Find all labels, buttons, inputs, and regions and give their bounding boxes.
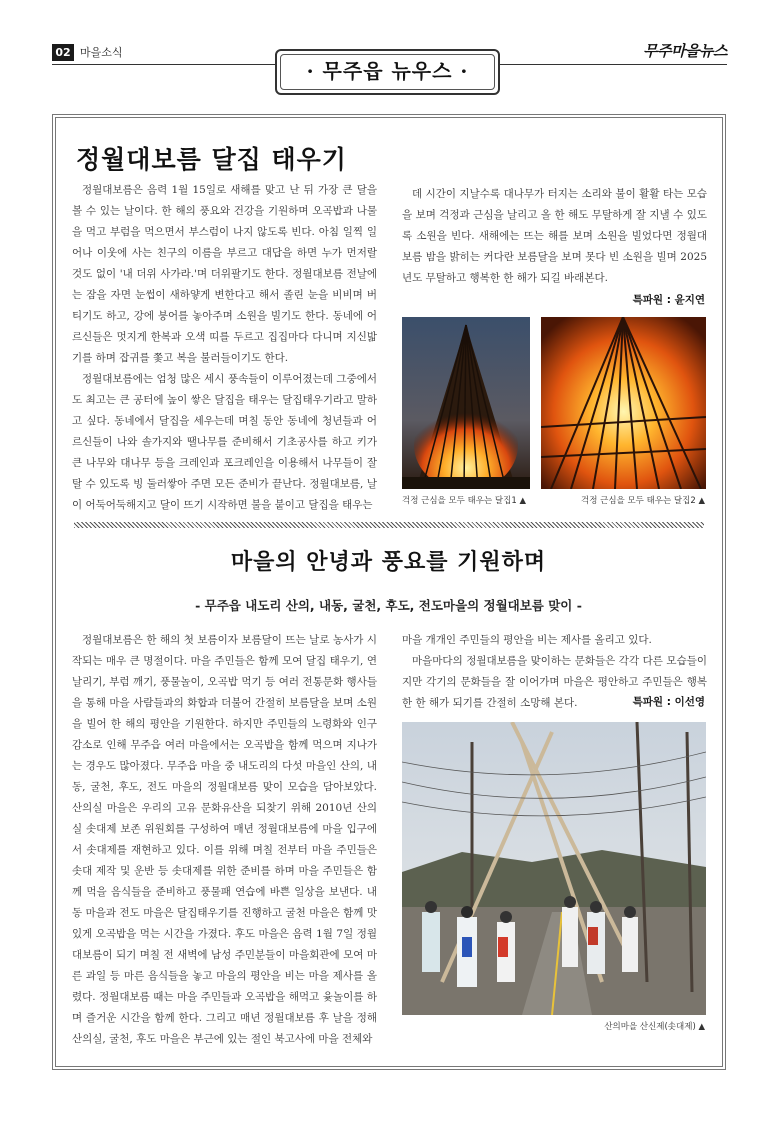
photo-caption-2: 걱정 근심을 모두 태우는 달집2 ▲: [581, 496, 705, 506]
section-label: 마을소식: [80, 46, 123, 59]
article1-title: 정월대보름 달집 태우기: [76, 145, 347, 174]
photo-caption-3: 산의마을 산신제(솟대제) ▲: [604, 1022, 705, 1032]
article1-column-left: [72, 180, 377, 516]
article2-column-left: [72, 630, 377, 1050]
article2-paragraph: 마을마다의 정월대보름을 맞이하는 문화들은 각각 다른 모습들이지만 각기의 문화들을 잘 이어가며 마을은 평안하고 주민들은 행복한 한 해가 되기를 간절히 소망해 본다.: [402, 655, 707, 709]
article1-paragraph: 정월대보름은 음력 1월 15일로 새해를 맞고 난 뒤 가장 큰 달을 볼 수 있는 날이다. 한 해의 풍요와 건강을 기원하며 오곡밥과 나물을 먹고 부럼을 먹으면서 부스럼이 나지 않도록 빈다. 아침 일찍 일어나 이웃에 사는 친구의 이름을 부르고 대답을 하면 누가 먼저랄 것도 없이 '내 더위 사가라.'며 더위팔기도 한다. 정월대보름 전날에는 잠을 자면 눈썹이 새하얗게 변한다고 해서 졸린 눈을 비비며 버티기도 하고, 강에 붕어를 놓아주며 소원을 빌기도 한다. 동네에 어르신들은 멋지게 한복과 오색 띠를 두르고 집집마다 다니며 지신밟기를 하며 잡귀를 쫓고 복을 불러들이기도 한다.: [72, 184, 377, 364]
bonfire-photo-2: [541, 317, 706, 489]
page-number: 02: [52, 44, 74, 61]
article1-byline: 특파원 : 윤지연: [632, 294, 705, 306]
article2-title: 마을의 안녕과 풍요를 기원하며: [230, 549, 547, 575]
article2-paragraph: 마을 개개인 주민들의 평안을 비는 제사를 올리고 있다.: [402, 634, 652, 646]
bonfire-photo-1: [402, 317, 530, 489]
masthead-title: · 무주읍 뉴우스 ·: [275, 49, 500, 95]
photo-caption-1: 걱정 근심을 모두 태우는 달집1 ▲: [402, 496, 526, 506]
newsletter-brand: 무주마을뉴스: [643, 42, 727, 60]
article1-paragraph: 데 시간이 지날수록 대나무가 터지는 소리와 불이 활활 타는 모습을 보며 걱정과 근심을 날리고 올 한 해도 무탈하게 잘 지낼 수 있도록 소원을 빈다. 새해에는 뜨는 해를 보며 소원을 빌었다면 정월대보름 밤을 밝히는 커다란 보름달을 보며 못다 빈 소원을 빌며 2025년도 무탈하고 행복한 한 해가 되길 바래본다.: [402, 188, 707, 284]
article1-column-right: [402, 184, 707, 289]
article2-subtitle: - 무주읍 내도리 산의, 내동, 굴천, 후도, 전도마을의 정월대보름 맞이 -: [195, 598, 582, 613]
article1-paragraph: 정월대보름에는 엄청 많은 세시 풍속들이 이루어졌는데 그중에서도 최고는 큰 공터에 높이 쌓은 달집을 태우는 달집태우기라고 말하고 싶다. 동네에서 달집을 세우는데 며칠 동안 동네에 청년들과 어르신들이 나와 솔가지와 땔나무를 준비해서 기초공사를 하고 키가 큰 나무와 대나무 등을 크레인과 포크레인을 이용해서 나무들이 잘 탈 수 있도록 빙 둘러쌓아 주면 모든 준비가 끝난다. 정월대보름, 날이 어둑어둑해지고 달이 뜨기 시작하면 불을 붙이고 달집을 태우는: [72, 373, 377, 511]
article2-byline: 특파원 : 이선영: [632, 696, 705, 708]
festival-photo: [402, 722, 706, 1015]
article2-paragraph: 정월대보름은 한 해의 첫 보름이자 보름달이 뜨는 날로 농사가 시작되는 매우 큰 명절이다. 마을 주민들은 함께 모여 달집 태우기, 연날리기, 부럼 깨기, 풍물놀이, 오곡밥 먹기 등 여러 전통문화 행사들을 통해 마을 사람들과의 화합과 더불어 간절히 보름달을 보며 소원을 빌어 한 해의 평안을 기원한다. 하지만 주민들의 노령화와 인구 감소로 인해 무주읍 여러 마을에서는 오곡밥을 함께 먹으며 지나가는 경우도 많아졌다. 무주읍 마을 중 내도리의 다섯 마을인 산의, 내동, 굴천, 후도, 전도 마을의 정월대보름 맞이 모습을 담아보았다. 산의실 마을은 우리의 고유 문화유산을 되찾기 위해 2010년 산의실 솟대제 보존 위원회를 구성하여 매년 정월대보름에 마을 입구에서 솟대제를 재현하고 있다. 이를 위해 며칠 전부터 마을 주민들은 솟대 제작 및 운반 등 솟대제를 위한 준비를 하며 마을 주민들은 함께 먹을 음식들을 준비하고 풍물패 연습에 바쁜 일상을 보낸다. 내동 마을과 전도 마을은 달집태우기를 진행하고 굴천 마을은 함께 맛있게 오곡밥을 먹는 시간을 가졌다. 후도 마을은 음력 1월 7일 정월대보름이 되기 며칠 전 새벽에 남성 주민분들이 마을회관에 모여 마른 과일 등 마른 음식들을 놓고 마을의 평안을 비는 마을 제사를 올렸다. 정월대보름 때는 마을 주민들과 오곡밥을 해먹고 윷놀이를 하며 즐거운 시간을 함께 한다. 그리고 매년 정월대보름 후 날을 정해 산의실, 굴천, 후도 마을은 부근에 있는 절인 북고사에 마을 전체와: [72, 634, 377, 1045]
section-divider: [74, 522, 704, 528]
